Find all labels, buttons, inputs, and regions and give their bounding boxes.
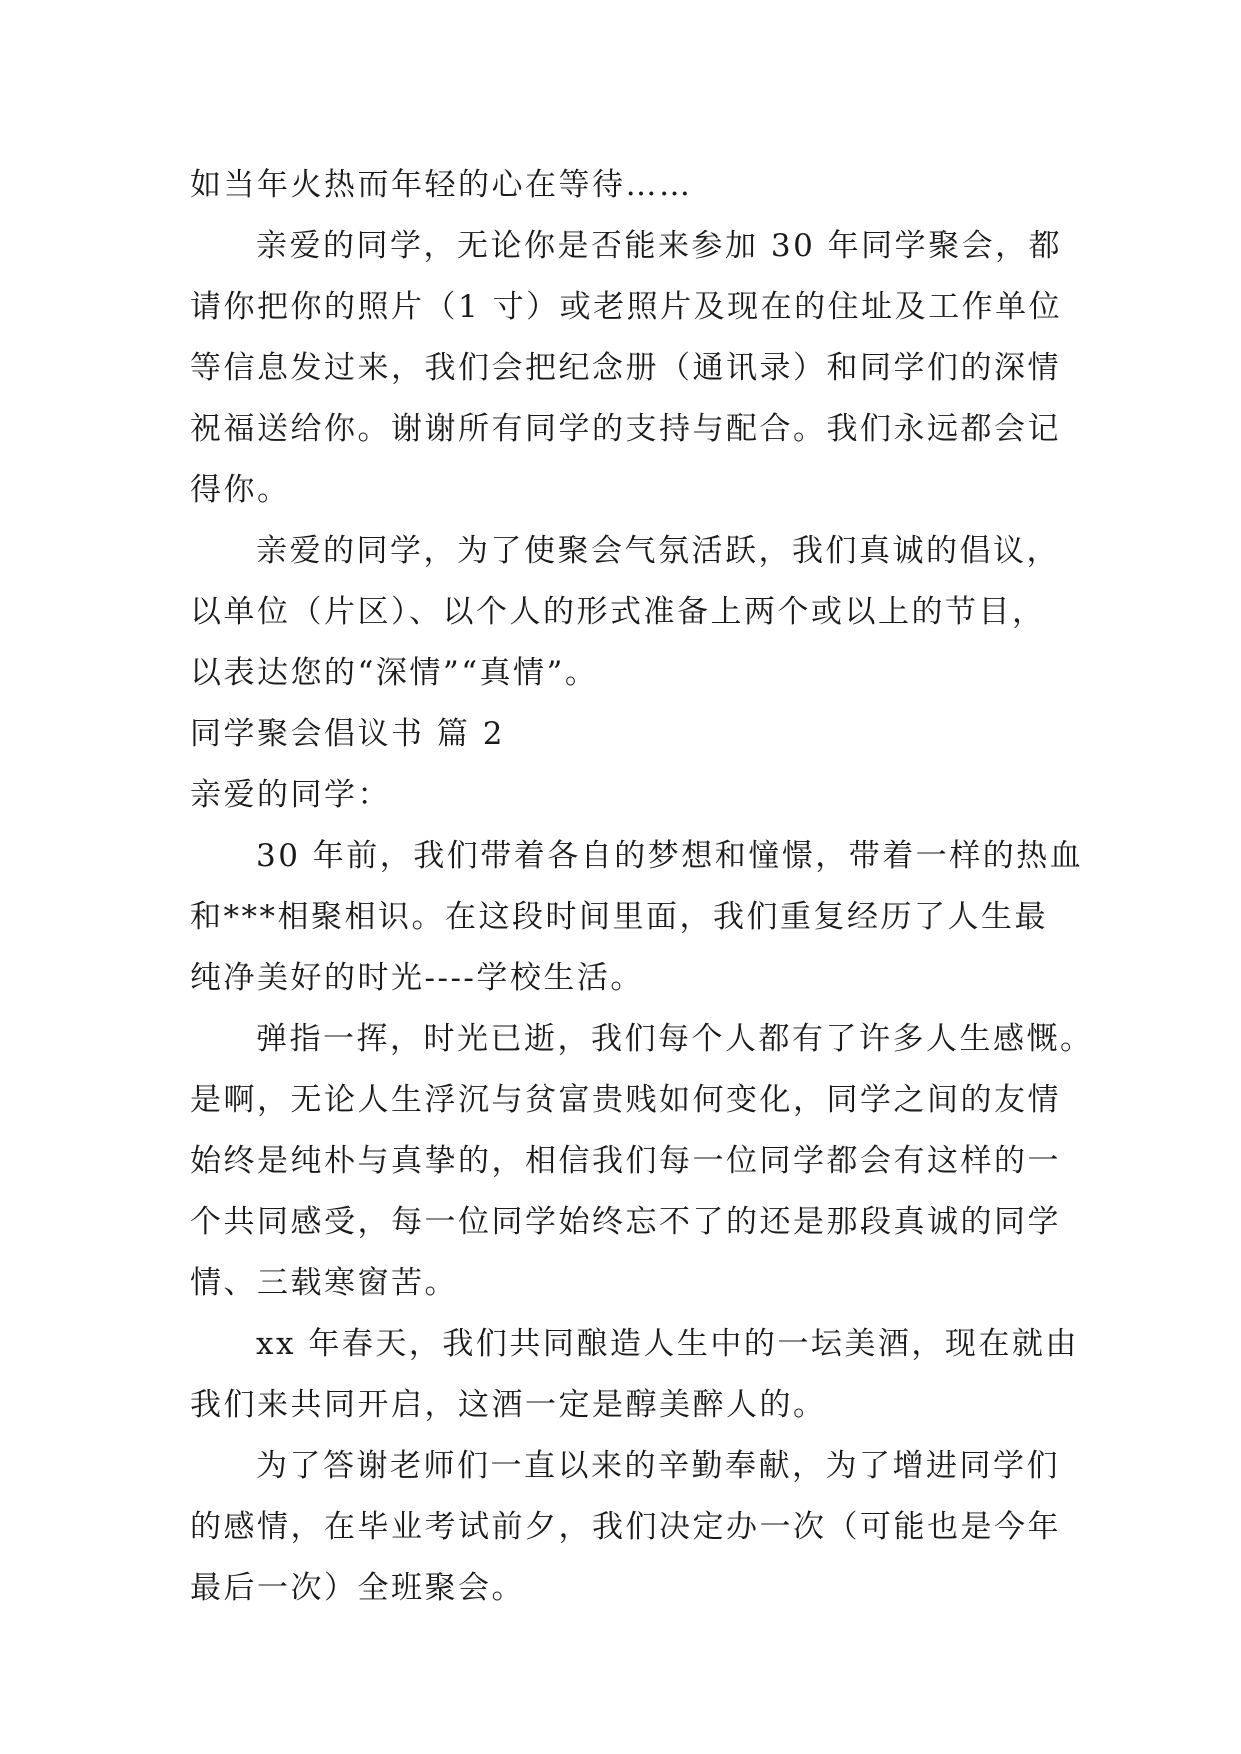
- text-line: 的感情，在毕业考试前夕，我们决定办一次（可能也是今年: [190, 1509, 1061, 1545]
- text-line: 亲爱的同学，为了使聚会气氛活跃，我们真诚的倡议，: [256, 533, 1060, 569]
- section-heading: 同学聚会倡议书 篇 2: [190, 716, 505, 752]
- text-line: 得你。: [190, 472, 291, 508]
- text-line: 个共同感受，每一位同学始终忘不了的还是那段真诚的同学: [190, 1204, 1061, 1240]
- text-line: 请你把你的照片（1 寸）或老照片及现在的住址及工作单位: [190, 289, 1063, 325]
- text-line: 是啊，无论人生浮沉与贫富贵贱如何变化，同学之间的友情: [190, 1082, 1061, 1118]
- text-line: 30 年前，我们带着各自的梦想和憧憬，带着一样的热血: [256, 838, 1084, 874]
- text-line: 纯净美好的时光----学校生活。: [190, 960, 644, 996]
- text-line: 以单位（片区）、以个人的形式准备上两个或以上的节目，: [190, 594, 1046, 630]
- text-line: 以表达您的“深情”“真情”。: [190, 655, 599, 691]
- text-line: 等信息发过来，我们会把纪念册（通讯录）和同学们的深情: [190, 350, 1061, 386]
- text-line: 为了答谢老师们一直以来的辛勤奉献，为了增进同学们: [256, 1448, 1060, 1484]
- text-line: 我们来共同开启，这酒一定是醇美醉人的。: [190, 1387, 827, 1423]
- document-body: [190, 155, 1094, 1619]
- text-line: 如当年火热而年轻的心在等待……: [190, 167, 693, 203]
- text-line: 和***相聚相识。在这段时间里面，我们重复经历了人生最: [190, 899, 1048, 935]
- text-line: xx 年春天，我们共同酿造人生中的一坛美酒，现在就由: [256, 1326, 1079, 1362]
- text-line: 亲爱的同学，无论你是否能来参加 30 年同学聚会，都: [256, 228, 1063, 264]
- text-line: 最后一次）全班聚会。: [190, 1570, 525, 1606]
- text-line: 弹指一挥，时光已逝，我们每个人都有了许多人生感慨。: [256, 1021, 1094, 1057]
- text-line: 情、三载寒窗苦。: [190, 1265, 458, 1301]
- text-line: 祝福送给你。谢谢所有同学的支持与配合。我们永远都会记: [190, 411, 1061, 447]
- salutation: 亲爱的同学：: [190, 777, 391, 813]
- text-line: 始终是纯朴与真挚的，相信我们每一位同学都会有这样的一: [190, 1143, 1061, 1179]
